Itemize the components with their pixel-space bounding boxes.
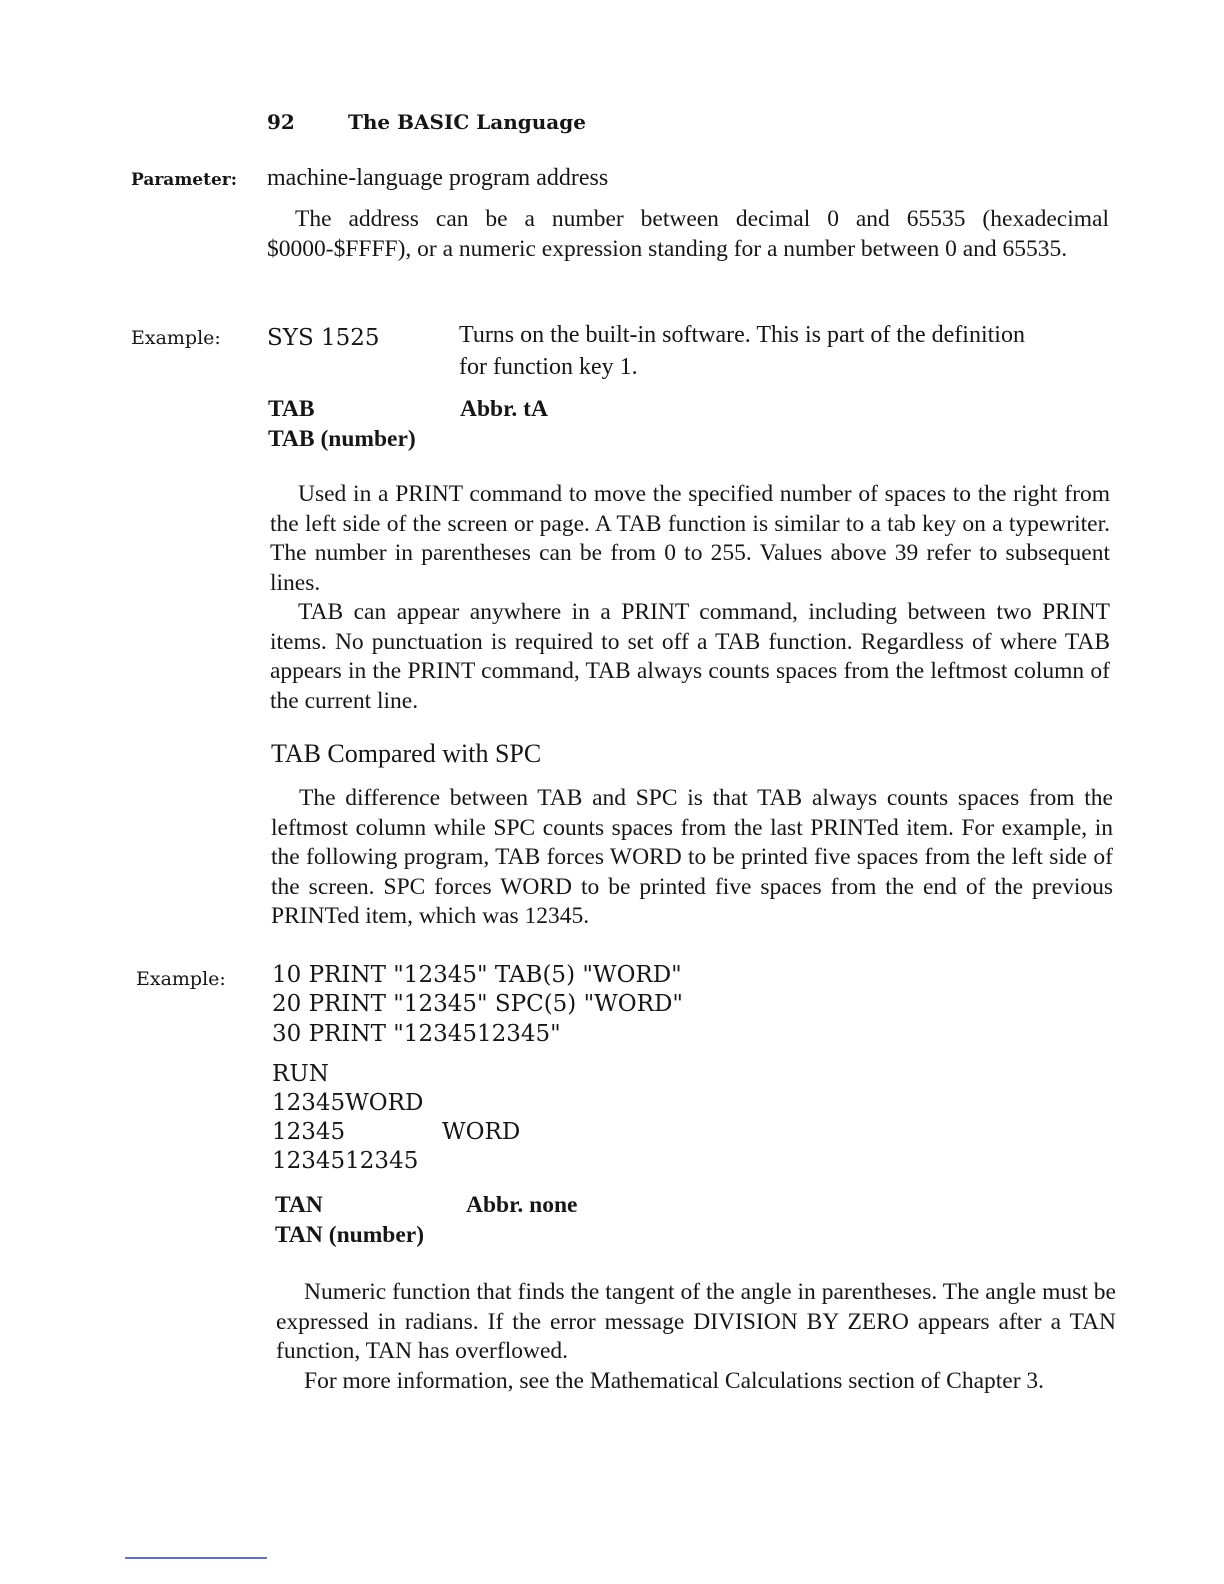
example-description-line1: Turns on the built-in software. This is part of the definition	[459, 322, 1025, 348]
tan-paragraph-2: For more information, see the Mathematical Calculations section of Chapter 3.	[304, 1367, 1045, 1394]
output-line-1: 12345WORD	[272, 1090, 424, 1116]
tab-description	[270, 480, 1110, 716]
footnote-rule	[125, 1557, 267, 1559]
tab-keyword: TAB	[268, 396, 315, 422]
parameter-description	[267, 205, 1109, 264]
tab-paragraph-1: Used in a PRINT command to move the specified number of spaces to the right from the left side of the screen or page. A TAB function is similar to a tab key on a typewriter. The number in parentheses can be from 0 to 255. Values above 39 refer to subsequent lines.	[270, 481, 1110, 596]
example-description-line2: for function key 1.	[459, 354, 638, 380]
code-line-10: 10 PRINT "12345" TAB(5) "WORD"	[272, 962, 682, 988]
code-line-20: 20 PRINT "12345" SPC(5) "WORD"	[272, 991, 684, 1017]
tab-syntax: TAB (number)	[268, 426, 416, 452]
parameter-description-text: The address can be a number between decimal 0 and 65535 (hexadecimal $0000-$FFFF), or a numeric expression standing for a number between 0 and 65535.	[267, 206, 1109, 262]
parameter-label: Parameter:	[131, 170, 238, 190]
output-line-2a: 12345	[272, 1119, 346, 1145]
example-code: SYS 1525	[267, 325, 380, 351]
tan-paragraph-1: Numeric function that finds the tangent of the angle in parentheses. The angle must be expressed in radians. If the error message DIVISION BY ZERO appears after a TAN function, TAN has overflowed.	[276, 1279, 1116, 1364]
tan-syntax: TAN (number)	[275, 1222, 425, 1248]
tan-description	[276, 1278, 1116, 1396]
output-line-3: 1234512345	[272, 1148, 419, 1174]
tan-abbreviation: Abbr. none	[466, 1192, 578, 1218]
tab-paragraph-2: TAB can appear anywhere in a PRINT command, including between two PRINT items. No punctuation is required to set off a TAB function. Regardless of where TAB appears in the PRINT command, TAB always counts spaces from the leftmost column of the current line.	[270, 599, 1110, 714]
tab-spc-comparison	[271, 784, 1113, 932]
section-heading: TAB Compared with SPC	[271, 739, 542, 768]
example-label: Example:	[131, 327, 221, 349]
page-number: 92	[267, 110, 295, 134]
output-line-2b: WORD	[442, 1119, 521, 1145]
tab-paragraph-3: The difference between TAB and SPC is that TAB always counts spaces from the leftmost column while SPC counts spaces from the last PRINTed item. For example, in the following program, TAB forces WORD to be printed five spaces from the left side of the screen. SPC forces WORD to be printed five spaces from the end of the previous PRINTed item, which was 12345.	[271, 785, 1113, 929]
tan-keyword: TAN	[275, 1192, 323, 1218]
parameter-text: machine-language program address	[267, 165, 609, 191]
code-line-30: 30 PRINT "1234512345"	[272, 1021, 561, 1047]
tab-abbreviation: Abbr. tA	[460, 396, 548, 422]
tab-example-label: Example:	[136, 968, 226, 990]
output-run: RUN	[272, 1061, 329, 1087]
running-header-title: The BASIC Language	[348, 110, 586, 134]
